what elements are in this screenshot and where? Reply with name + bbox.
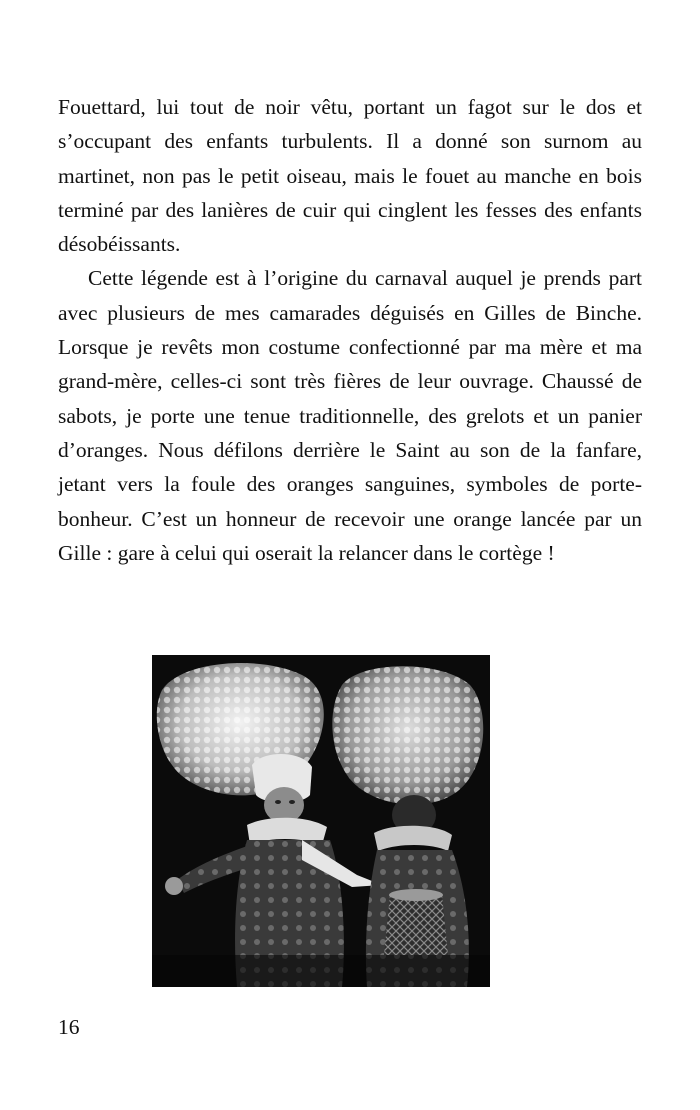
page-number: 16 (58, 1015, 80, 1039)
carnival-photo (152, 655, 490, 987)
body-text (58, 90, 642, 570)
gilles-de-binche-illustration (152, 655, 490, 987)
paragraph-1: Fouettard, lui tout de noir vêtu, portant un fagot sur le dos et s’occupant des enfants turbulents. Il a donné son surnom au martinet, non pas le petit oiseau, mais le fouet au manche en bois terminé par des lanières de cuir qui cinglent les fesses des enfants désobéissants. (58, 95, 642, 257)
paragraph-2: Cette légende est à l’origine du carnaval auquel je prends part avec plusieurs de mes camarades déguisés en Gilles de Binche. Lorsque je revêts mon costume confectionné par ma mère et ma grand-mère, celles-ci sont très fières de leur ouvrage. Chaussé de sabots, je porte une tenue traditionnelle, des grelots et un panier d’oranges. Nous défilons derrière le Saint au son de la fanfare, jetant vers la foule des oranges sanguines, symboles de porte-bonheur. C’est un honneur de recevoir une orange lancée par un Gille : gare à celui qui oserait la relancer dans le cortège ! (58, 266, 642, 565)
